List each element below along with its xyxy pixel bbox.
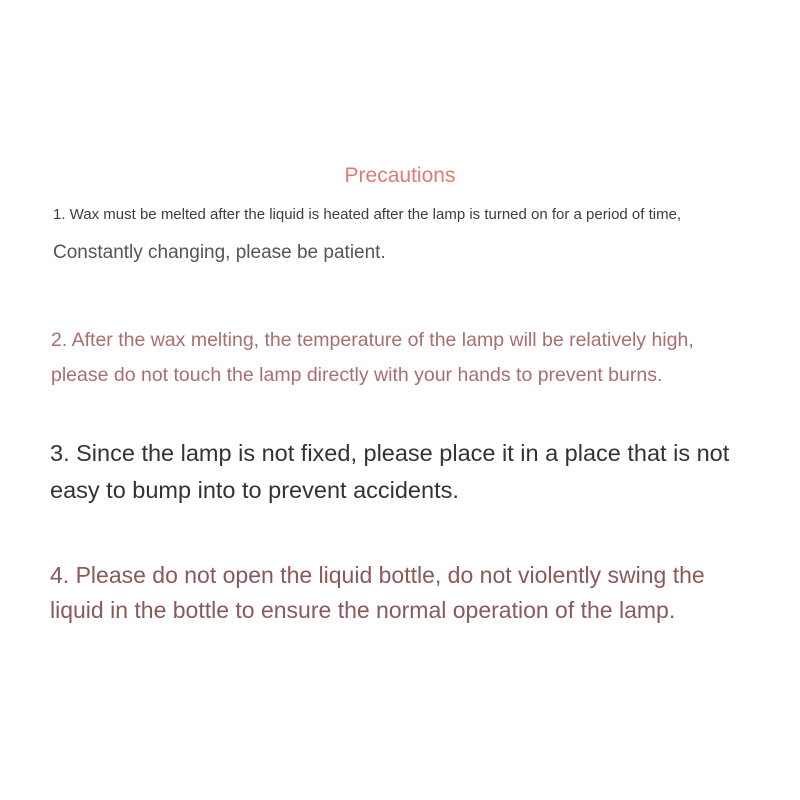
precaution-2-line-1: 2. After the wax melting, the temperature of the lamp will be relatively high, [51,329,694,351]
precaution-4 [50,558,705,628]
precaution-1-line-2: Constantly changing, please be patient. [53,242,386,263]
precaution-4-line-2: liquid in the bottle to ensure the normal operation of the lamp. [50,597,676,623]
precaution-2 [51,323,694,393]
page-title: Precautions [344,164,456,187]
precaution-3 [50,435,729,509]
precaution-2-line-2: please do not touch the lamp directly with your hands to prevent burns. [51,364,663,386]
precaution-1-line-1: 1. Wax must be melted after the liquid is heated after the lamp is turned on for a period of time, [53,206,682,223]
precaution-4-line-1: 4. Please do not open the liquid bottle, do not violently swing the [50,562,705,588]
precaution-3-line-2: easy to bump into to prevent accidents. [50,477,459,503]
precaution-3-line-1: 3. Since the lamp is not fixed, please place it in a place that is not [50,440,730,466]
